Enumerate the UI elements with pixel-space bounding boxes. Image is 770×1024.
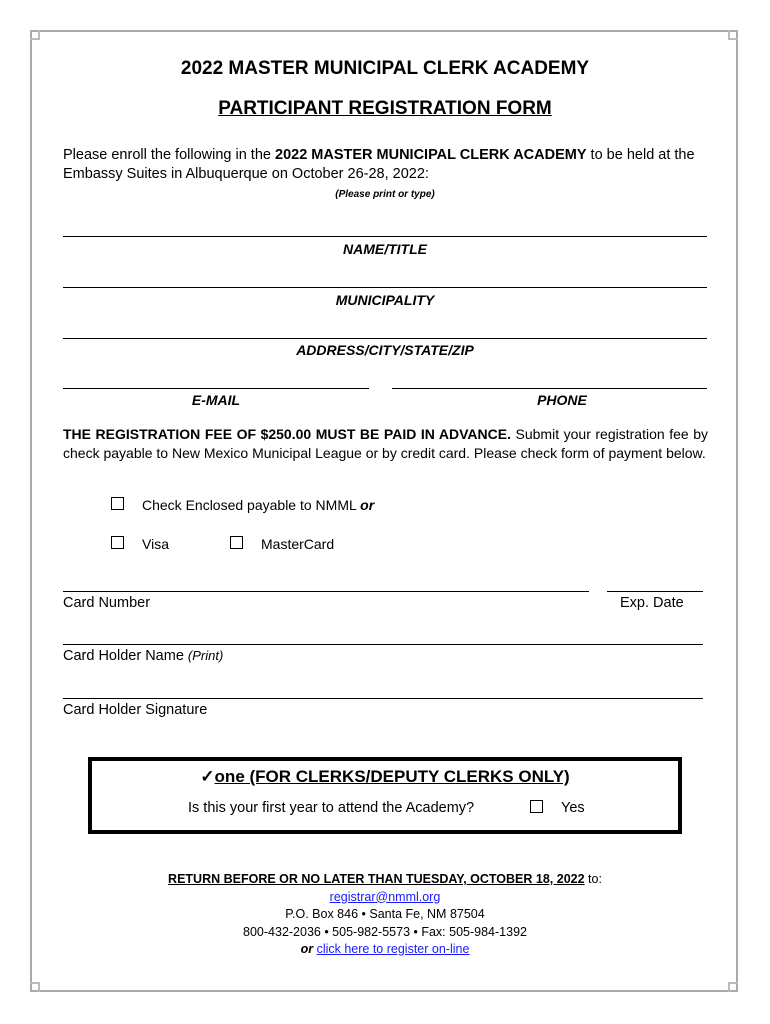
municipality-label: MUNICIPALITY xyxy=(335,292,435,308)
clerk-box-heading-text: one (FOR CLERKS/DEPUTY CLERKS ONLY) xyxy=(214,767,570,786)
name-title-label: NAME/TITLE xyxy=(343,241,427,257)
mastercard-label: MasterCard xyxy=(261,536,335,552)
or-text: or xyxy=(300,942,314,956)
mailing-address: P.O. Box 846 • Santa Fe, NM 87504 xyxy=(285,907,485,921)
return-to: to: xyxy=(584,872,602,886)
register-online-link[interactable]: click here to register on-line xyxy=(316,942,470,956)
first-year-yes-label: Yes xyxy=(561,800,585,816)
mastercard-checkbox[interactable] xyxy=(230,536,243,549)
card-holder-name-text: Card Holder Name xyxy=(63,648,188,664)
check-enclosed-checkbox[interactable] xyxy=(111,497,124,510)
phone-label: PHONE xyxy=(537,392,587,408)
print-note: (Please print or type) xyxy=(335,189,435,200)
first-year-yes-checkbox[interactable] xyxy=(530,800,543,813)
intro-academy-name: 2022 MASTER MUNICIPAL CLERK ACADEMY xyxy=(275,147,587,163)
fee-instructions: Submit your registration fee by check payable to New Mexico Municipal League or by credit card. Please check form of payment below. xyxy=(63,426,708,461)
visa-label: Visa xyxy=(142,536,169,552)
check-enclosed-label: Check Enclosed payable to NMML xyxy=(142,497,361,513)
clerk-box-heading xyxy=(0,767,770,787)
exp-date-label: Exp. Date xyxy=(620,595,684,611)
page-title: 2022 MASTER MUNICIPAL CLERK ACADEMY xyxy=(180,58,590,79)
return-deadline: RETURN BEFORE OR NO LATER THAN TUESDAY, OCTOBER 18, 2022 xyxy=(168,872,585,886)
exp-date-field[interactable] xyxy=(607,591,703,592)
card-holder-name-label xyxy=(63,648,223,664)
return-deadline-line xyxy=(0,871,770,889)
card-holder-print-note: (Print) xyxy=(187,648,224,663)
name-title-field[interactable] xyxy=(63,236,707,237)
card-holder-name-field[interactable] xyxy=(63,644,703,645)
address-field[interactable] xyxy=(63,338,707,339)
card-number-label: Card Number xyxy=(63,595,151,611)
first-year-question: Is this your first year to attend the Academy? xyxy=(188,800,475,816)
email-label: E-MAIL xyxy=(191,392,241,408)
return-info xyxy=(0,871,770,959)
intro-paragraph xyxy=(63,146,713,184)
phone-field[interactable] xyxy=(392,388,707,389)
municipality-field[interactable] xyxy=(63,287,707,288)
intro-text-start: Please enroll the following in the xyxy=(63,147,275,163)
email-field[interactable] xyxy=(63,388,369,389)
registrar-email-link[interactable]: registrar@nmml.org xyxy=(329,889,441,904)
check-enclosed-option xyxy=(142,497,374,513)
address-label: ADDRESS/CITY/STATE/ZIP xyxy=(296,342,474,358)
card-holder-signature-label: Card Holder Signature xyxy=(63,702,208,718)
fee-paragraph xyxy=(63,425,708,463)
check-mark-icon: ✓ xyxy=(200,767,215,786)
intro-text-end: to be held at the Embassy Suites in Albuquerque on October 26-28, 2022: xyxy=(63,147,695,182)
form-subtitle: PARTICIPANT REGISTRATION FORM xyxy=(218,98,552,119)
check-or-text: or xyxy=(360,497,375,513)
visa-checkbox[interactable] xyxy=(111,536,124,549)
contact-phones: 800-432-2036 • 505-982-5573 • Fax: 505-984-1392 xyxy=(243,924,527,939)
card-number-field[interactable] xyxy=(63,591,589,592)
fee-notice: THE REGISTRATION FEE OF $250.00 MUST BE PAID IN ADVANCE. xyxy=(63,426,511,442)
online-register-line xyxy=(0,941,770,959)
card-holder-signature-field[interactable] xyxy=(63,698,703,699)
